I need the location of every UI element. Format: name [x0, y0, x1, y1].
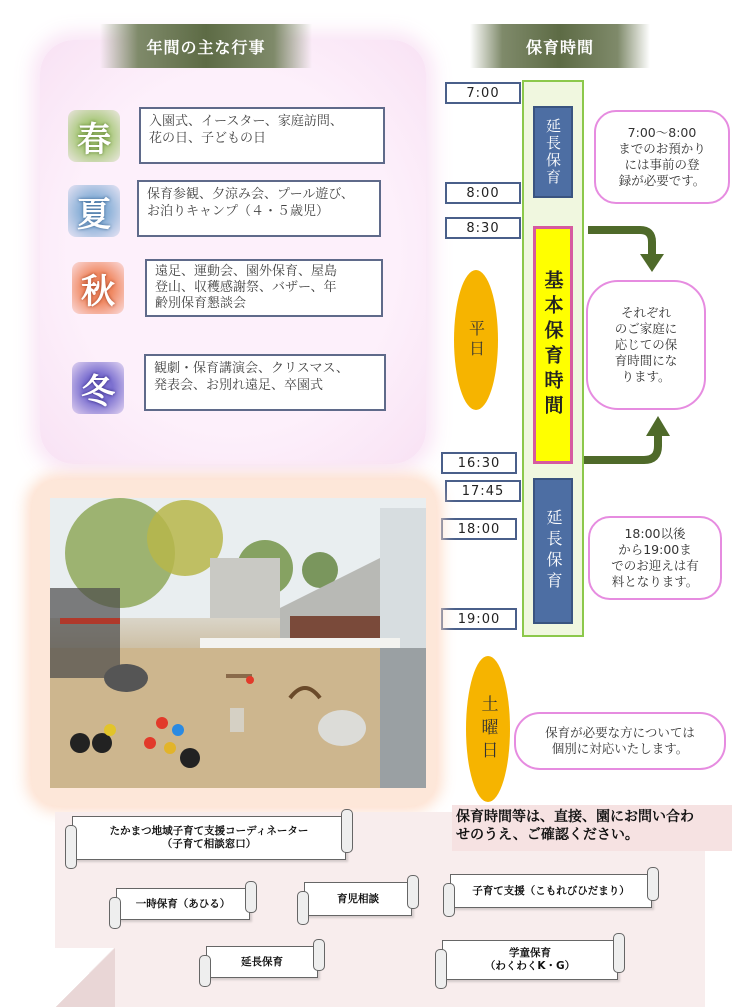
time-17-45: 17:45 — [445, 480, 521, 502]
summer-kanji-icon: 夏 — [68, 185, 120, 237]
basic-care-hours: 基本保育時間 — [533, 226, 573, 464]
service-after-school-scroll: 学童保育 （わくわくK・G） — [442, 940, 618, 980]
page-fold-corner — [55, 948, 115, 1007]
contact-note: 保育時間等は、直接、園にお問い合わ せのうえ、ご確認ください。 — [452, 805, 732, 851]
time-7-00: 7:00 — [445, 82, 521, 104]
autumn-kanji-icon: 秋 — [72, 262, 124, 314]
extended-care-morning: 延長保育 — [533, 106, 573, 198]
service-temporary-care-scroll: 一時保育（あひる） — [116, 888, 250, 920]
arrow-up-icon — [584, 434, 658, 460]
playground-photo — [50, 498, 426, 788]
service-parenting-consult-scroll: 育児相談 — [304, 882, 412, 916]
weekday-oval: 平日 — [454, 270, 498, 410]
time-16-30: 16:30 — [441, 452, 517, 474]
autumn-events-text: 遠足、運動会、園外保育、屋島 登山、収穫感謝祭、バザー、年 齢別保育懇談会 — [145, 259, 383, 317]
winter-events-text: 観劇・保育講演会、クリスマス、 発表会、お別れ遠足、卒園式 — [144, 354, 386, 411]
summer-events-text: 保育参観、夕涼み会、プール遊び、 お泊りキャンプ（４・５歳児） — [137, 180, 381, 237]
time-8-00: 8:00 — [445, 182, 521, 204]
extended-care-evening: 延長保育 — [533, 478, 573, 624]
hours-heading: 保育時間 — [470, 24, 650, 68]
arrow-down-head-icon — [640, 254, 664, 272]
service-extended-care-scroll: 延長保育 — [206, 946, 318, 978]
arrow-up-head-icon — [646, 416, 670, 436]
events-heading: 年間の主な行事 — [100, 24, 312, 68]
note-saturday: 保育が必要な方については 個別に対応いたします。 — [514, 712, 726, 770]
service-coordinator-scroll: たかまつ地域子育て支援コーディネーター （子育て相談窓口） — [72, 816, 346, 860]
spring-events-text: 入園式、イースター、家庭訪問、 花の日、子どもの日 — [139, 107, 385, 164]
winter-kanji-icon: 冬 — [72, 362, 124, 414]
saturday-oval: 土曜日 — [466, 656, 510, 802]
time-18-00: 18:00 — [441, 518, 517, 540]
time-8-30: 8:30 — [445, 217, 521, 239]
spring-kanji-icon: 春 — [68, 110, 120, 162]
note-morning: 7:00〜8:00 までのお預かり には事前の登 録が必要です。 — [594, 110, 730, 204]
time-19-00: 19:00 — [441, 608, 517, 630]
note-evening: 18:00以後 から19:00ま でのお迎えは有 料となります。 — [588, 516, 722, 600]
arrow-down-icon — [588, 230, 652, 256]
service-child-support-scroll: 子育て支援（こもれびひだまり） — [450, 874, 652, 908]
note-basic: それぞれ のご家庭に 応じての保 育時間にな ります。 — [586, 280, 706, 410]
